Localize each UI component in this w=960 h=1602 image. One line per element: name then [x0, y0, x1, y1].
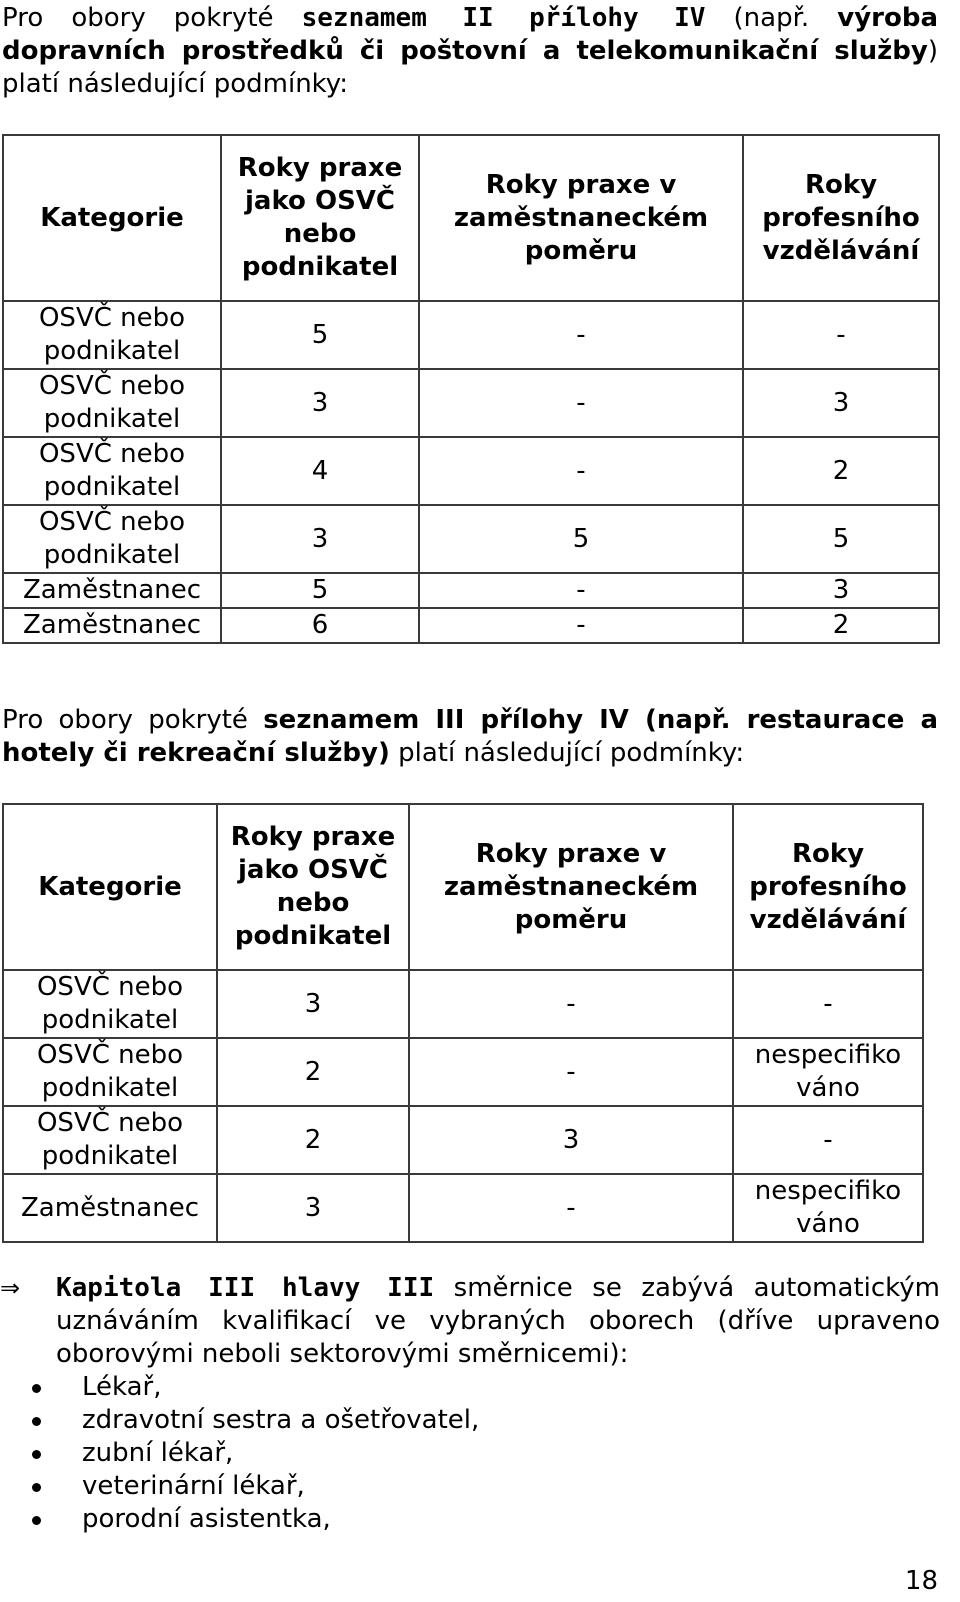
section3 — [0, 1272, 940, 1536]
section3-paragraph — [0, 1272, 940, 1371]
right-double-arrow-icon: ⇒ — [0, 1274, 21, 1302]
table1-cell: 3 — [743, 573, 939, 608]
list-item — [0, 1437, 940, 1470]
table1-cell: 5 — [419, 505, 743, 573]
table-row — [3, 970, 923, 1038]
table2-cell: OSVČ nebo podnikatel — [3, 1038, 217, 1106]
page-number: 18 — [904, 1566, 938, 1596]
table1-cell: 2 — [743, 608, 939, 643]
table1-cell: OSVČ nebo podnikatel — [3, 437, 221, 505]
section3-bold: Kapitola III hlavy III — [56, 1273, 435, 1303]
table1-cell: - — [419, 369, 743, 437]
table2-cell: nespecifiko váno — [733, 1174, 923, 1242]
table2 — [2, 803, 924, 1243]
table-row — [3, 1174, 923, 1242]
table2-header-employee: Roky praxe v zaměstnaneckém poměru — [409, 804, 733, 970]
table2-cell: OSVČ nebo podnikatel — [3, 970, 217, 1038]
table-row — [3, 1038, 923, 1106]
table1-cell: Zaměstnanec — [3, 608, 221, 643]
list-item — [0, 1371, 940, 1404]
table2-header-training: Roky profesního vzdělávání — [733, 804, 923, 970]
table1-cell: OSVČ nebo podnikatel — [3, 369, 221, 437]
table1-cell: - — [419, 437, 743, 505]
table-row — [3, 301, 939, 369]
table-row — [3, 437, 939, 505]
table2-cell: 2 — [217, 1038, 409, 1106]
table2-cell: 3 — [217, 970, 409, 1038]
section1-intro-bold2: výroba dopravních prostředků či poštovní a telekomunikační služby — [2, 3, 938, 66]
section1-intro-post: ) platí následující podmínky: — [2, 36, 938, 99]
table1-cell: 3 — [221, 369, 419, 437]
section1-intro-bold: seznamem II přílohy IV — [301, 3, 706, 33]
bullet-icon — [32, 1483, 41, 1492]
section2-intro-bold: seznamem III přílohy IV (např. restaurace a hotely či rekreační služby) — [2, 705, 938, 768]
table1 — [2, 134, 940, 644]
table2-cell: nespecifiko váno — [733, 1038, 923, 1106]
table1-cell: OSVČ nebo podnikatel — [3, 301, 221, 369]
table1-cell: 4 — [221, 437, 419, 505]
table1-cell: 5 — [743, 505, 939, 573]
section2-intro-post: platí následující podmínky: — [389, 738, 745, 768]
list-item-text: Lékař, — [82, 1372, 162, 1402]
table1-cell: - — [743, 301, 939, 369]
table2-cell: - — [733, 1106, 923, 1174]
list-item — [0, 1470, 940, 1503]
table1-header-employee: Roky praxe v zaměstnaneckém poměru — [419, 135, 743, 301]
bullet-icon — [32, 1450, 41, 1459]
table2-cell: OSVČ nebo podnikatel — [3, 1106, 217, 1174]
bullet-icon — [32, 1516, 41, 1525]
table-row — [3, 505, 939, 573]
table1-cell: Zaměstnanec — [3, 573, 221, 608]
section1-intro — [2, 2, 938, 101]
table-row — [3, 369, 939, 437]
table2-cell: - — [409, 970, 733, 1038]
table1-cell: - — [419, 608, 743, 643]
list-item-text: porodní asistentka, — [82, 1504, 331, 1534]
section2-intro-text: Pro obory pokryté — [2, 705, 264, 735]
profession-list — [0, 1371, 940, 1536]
section1-intro-mid: (např. — [705, 3, 838, 33]
table1-cell: 3 — [743, 369, 939, 437]
table2-cell: - — [409, 1174, 733, 1242]
table1-cell: 2 — [743, 437, 939, 505]
bullet-icon — [32, 1417, 41, 1426]
table2-cell: - — [733, 970, 923, 1038]
table2-cell: - — [409, 1038, 733, 1106]
table1-cell: OSVČ nebo podnikatel — [3, 505, 221, 573]
bullet-icon — [32, 1384, 41, 1393]
list-item — [0, 1404, 940, 1437]
table2-header-row — [3, 804, 923, 970]
table2-cell: 3 — [409, 1106, 733, 1174]
section3-text — [56, 1272, 940, 1371]
table2-header-category: Kategorie — [3, 804, 217, 970]
table2-cell: Zaměstnanec — [3, 1174, 217, 1242]
table-row — [3, 1106, 923, 1174]
table1-header-category: Kategorie — [3, 135, 221, 301]
section2-intro — [2, 704, 938, 770]
table1-cell: 3 — [221, 505, 419, 573]
table1-cell: 5 — [221, 573, 419, 608]
table2-header-self-employed: Roky praxe jako OSVČ nebo podnikatel — [217, 804, 409, 970]
table1-cell: - — [419, 573, 743, 608]
list-item-text: zubní lékař, — [82, 1438, 234, 1468]
table1-header-training: Roky profesního vzdělávání — [743, 135, 939, 301]
section3-body: směrnice se zabývá automatickým uznáváním kvalifikací ve vybraných oborech (dříve upraveno oborovými neboli sektorovými směrnicemi): — [56, 1273, 940, 1369]
table1-header-self-employed: Roky praxe jako OSVČ nebo podnikatel — [221, 135, 419, 301]
table1-header-row — [3, 135, 939, 301]
table2-cell: 3 — [217, 1174, 409, 1242]
table1-cell: 6 — [221, 608, 419, 643]
table1-cell: - — [419, 301, 743, 369]
table1-cell: 5 — [221, 301, 419, 369]
section1-intro-text: Pro obory pokryté — [2, 3, 302, 33]
table2-cell: 2 — [217, 1106, 409, 1174]
table-row — [3, 573, 939, 608]
table-row — [3, 608, 939, 643]
list-item — [0, 1503, 940, 1536]
list-item-text: zdravotní sestra a ošetřovatel, — [82, 1405, 480, 1435]
list-item-text: veterinární lékař, — [82, 1471, 305, 1501]
